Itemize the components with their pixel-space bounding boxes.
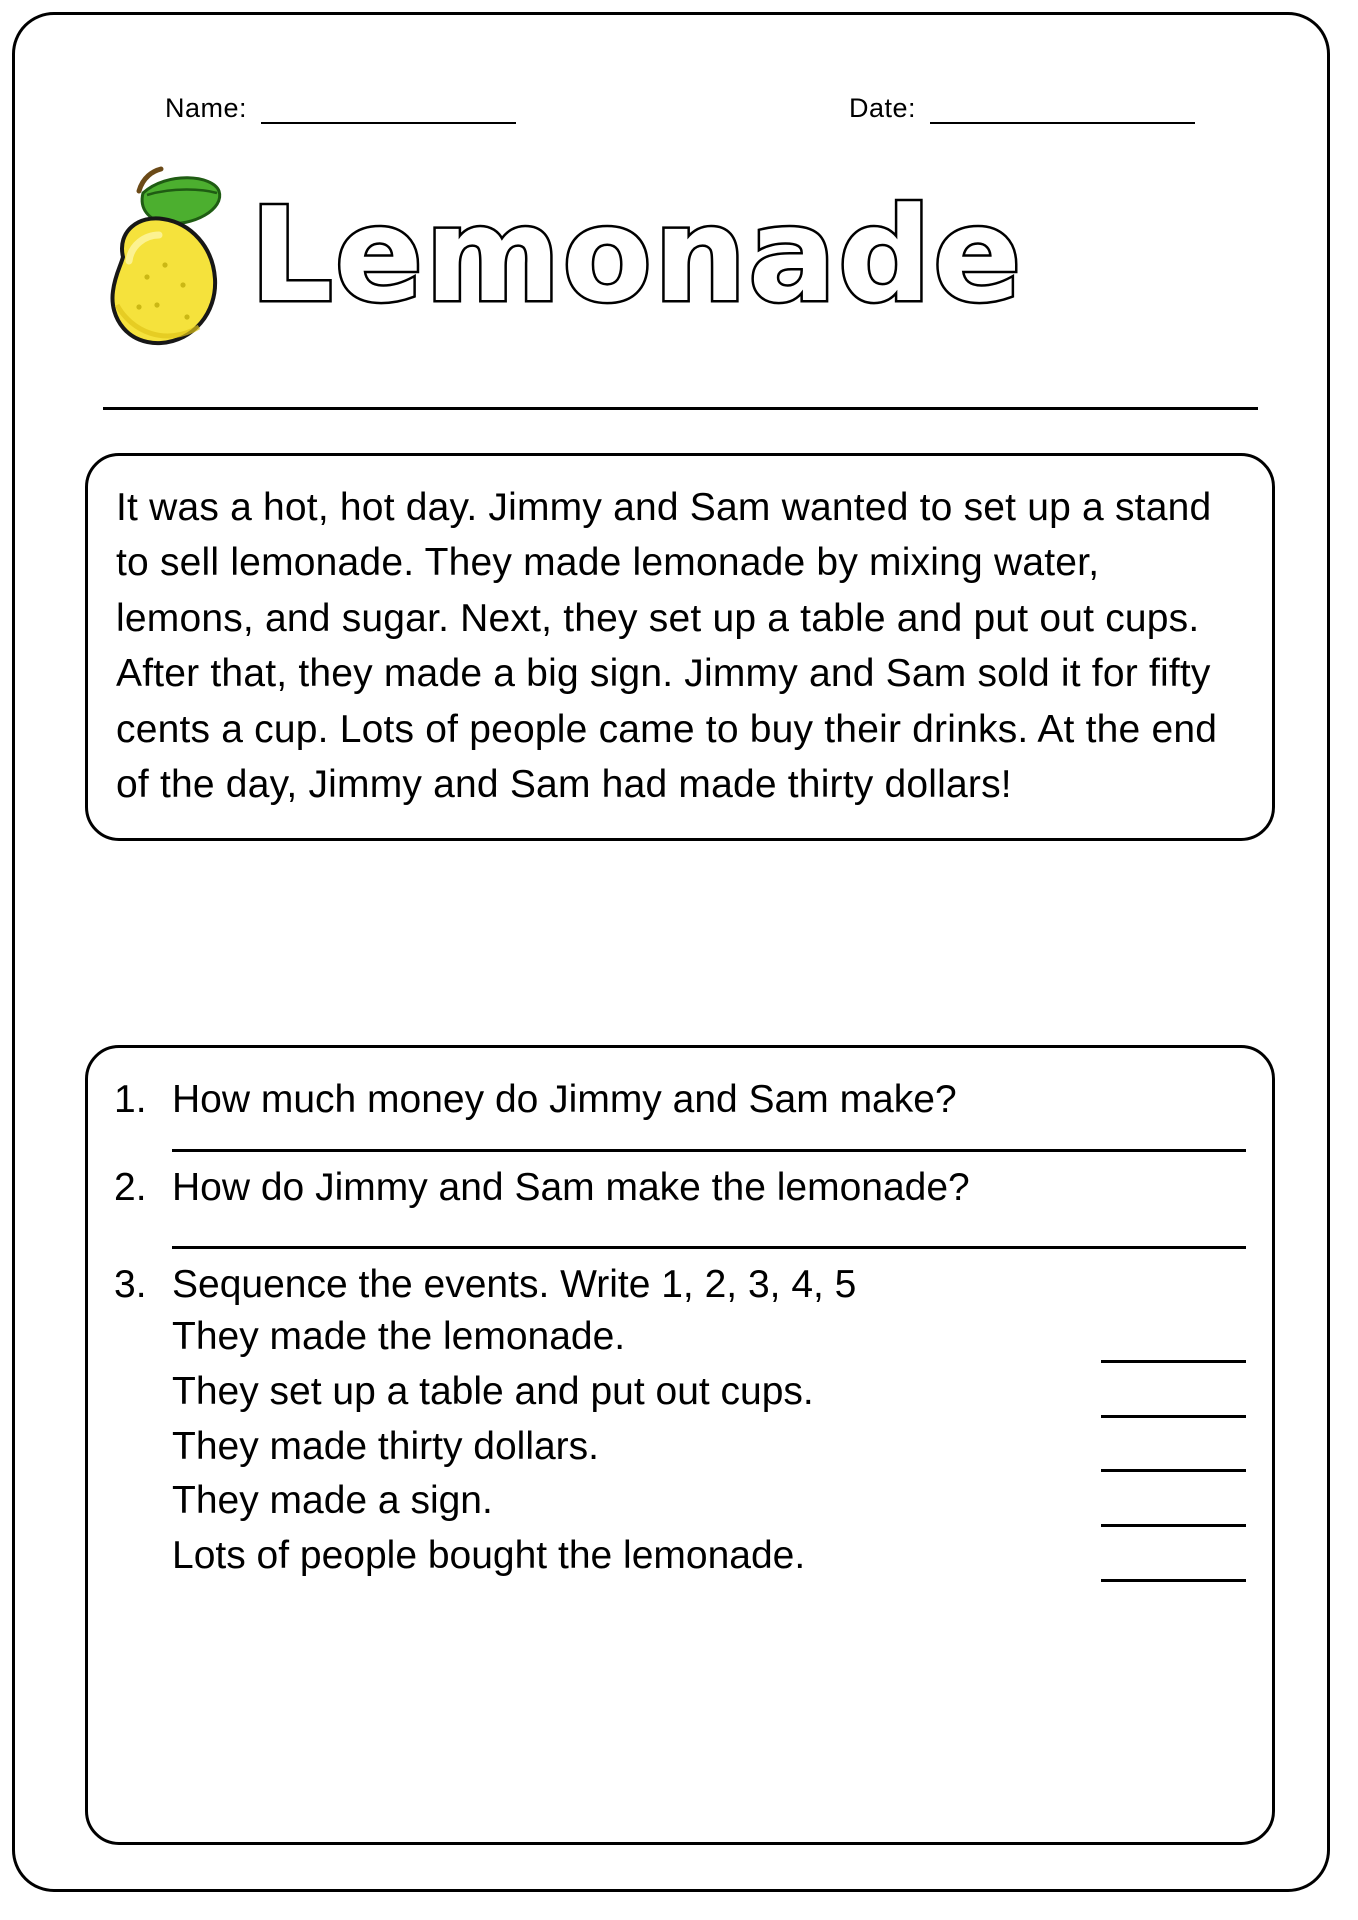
sequence-item-label: They made the lemonade.: [172, 1315, 626, 1359]
sequence-item: [172, 1531, 1246, 1582]
sequence-item-label: They made a sign.: [172, 1479, 493, 1523]
question-2-text: How do Jimmy and Sam make the lemonade?: [172, 1166, 970, 1210]
name-date-row: [165, 93, 1195, 124]
question-1-number: 1.: [114, 1078, 147, 1121]
sequence-item-label: They made thirty dollars.: [172, 1424, 600, 1468]
question-2: [114, 1162, 1246, 1213]
question-1-text: How much money do Jimmy and Sam make?: [172, 1078, 957, 1121]
date-label: Date:: [848, 93, 916, 123]
sequence-answer-blank[interactable]: [1101, 1330, 1246, 1363]
question-2-number: 2.: [114, 1166, 147, 1210]
question-3-number: 3.: [114, 1262, 147, 1306]
sequence-item: [172, 1422, 1246, 1473]
title-divider: [103, 407, 1258, 410]
question-3: [114, 1259, 1246, 1310]
questions-box: [85, 1045, 1275, 1845]
sequence-item: [172, 1367, 1246, 1418]
question-1: [114, 1074, 1246, 1125]
name-label: Name:: [165, 93, 248, 123]
name-input-line[interactable]: [261, 96, 516, 124]
sequence-answer-blank[interactable]: [1101, 1494, 1246, 1527]
sequence-item: [172, 1476, 1246, 1527]
sequence-answer-blank[interactable]: [1101, 1385, 1246, 1418]
sequence-list: [172, 1312, 1246, 1581]
passage-box: [85, 453, 1275, 841]
date-input-line[interactable]: [930, 96, 1195, 124]
sequence-item-label: They set up a table and put out cups.: [172, 1370, 814, 1414]
sequence-item: [172, 1312, 1246, 1363]
sequence-answer-blank[interactable]: [1101, 1549, 1246, 1582]
question-3-text: Sequence the events. Write 1, 2, 3, 4, 5: [172, 1262, 857, 1306]
answer-line-1[interactable]: [172, 1147, 1246, 1152]
lemon-icon: [87, 165, 237, 355]
worksheet-page: [12, 12, 1330, 1892]
sequence-answer-blank[interactable]: [1101, 1439, 1246, 1472]
page-title: Lemonade: [250, 179, 1024, 331]
answer-line-2[interactable]: [172, 1244, 1246, 1249]
title-row: [75, 157, 1275, 362]
sequence-item-label: Lots of people bought the lemonade.: [172, 1534, 806, 1578]
passage-text: It was a hot, hot day. Jimmy and Sam wanted to set up a stand to sell lemonade. They made lemonade by mixing water, lemons, and sugar. Next, they set up a table and put out cups. After that, they made a big sign. Jimmy and Sam sold it for fifty cents a cup. Lots of people came to buy their drinks. At the end of the day, Jimmy and Sam had made thirty dollars!: [116, 486, 1218, 806]
